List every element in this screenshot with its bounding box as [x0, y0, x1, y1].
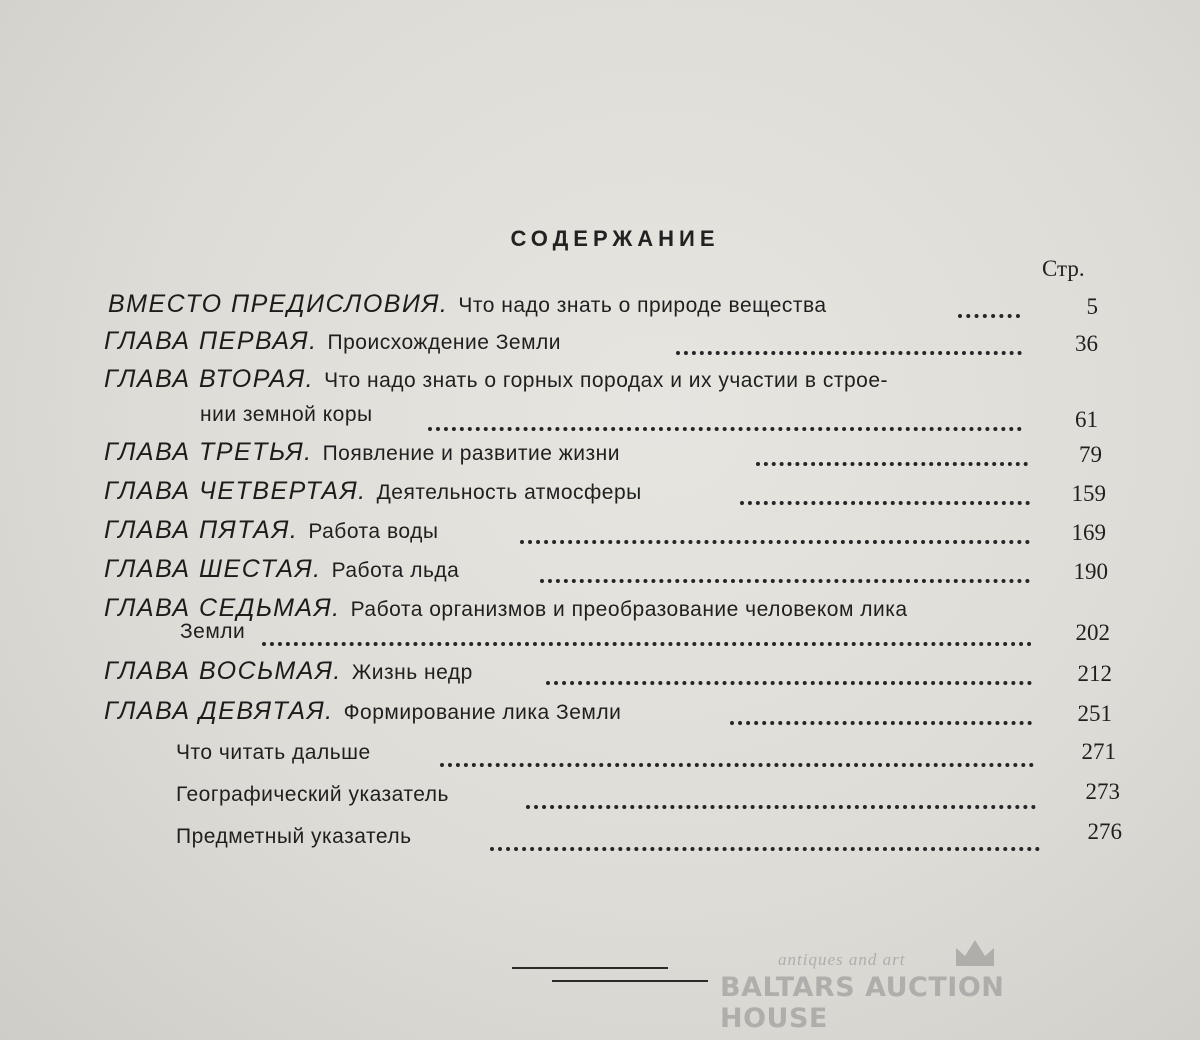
chapter-label: ГЛАВА ВТОРАЯ. — [104, 365, 315, 393]
entry-title-continuation: нии земной коры — [200, 403, 373, 426]
page-number: 190 — [1073, 559, 1108, 584]
chapter-label: ГЛАВА ДЕВЯТАЯ. — [104, 697, 334, 725]
entry-title: Предметный указатель — [176, 825, 412, 848]
entry-title: Что надо знать о горных породах и их участии в строе- — [324, 369, 888, 392]
dot-leader — [676, 351, 1022, 355]
entry-title: Работа организмов и преобразование человеком лика — [350, 598, 908, 621]
dot-leader — [958, 314, 1020, 318]
toc-entry-chapter-6 — [0, 555, 1200, 595]
page-number: 36 — [1075, 331, 1098, 356]
page-number: 273 — [1085, 779, 1120, 804]
dot-leader — [520, 540, 1030, 544]
auction-house-watermark — [720, 950, 1120, 1034]
page-number: 212 — [1077, 661, 1112, 686]
dot-leader — [262, 642, 1032, 646]
entry-title: Происхождение Земли — [327, 331, 562, 354]
toc-entry-geographic-index — [0, 777, 1200, 817]
chapter-label: ГЛАВА ПЕРВАЯ. — [104, 327, 318, 355]
page-number: 159 — [1071, 481, 1106, 506]
dot-leader — [756, 462, 1028, 466]
page-number: 276 — [1087, 819, 1122, 844]
entry-title: Работа воды — [308, 520, 439, 543]
dot-leader — [740, 501, 1030, 505]
toc-entry-chapter-1 — [0, 327, 1200, 367]
chapter-label: ГЛАВА ЧЕТВЕРТАЯ. — [104, 477, 367, 505]
entry-title: Что читать дальше — [176, 741, 371, 764]
chapter-label: ГЛАВА ВОСЬМАЯ. — [104, 657, 342, 685]
closing-rule-top — [512, 967, 668, 969]
toc-entry-subject-index — [0, 817, 1200, 857]
page-number: 169 — [1071, 520, 1106, 545]
chapter-label: ГЛАВА ТРЕТЬЯ. — [104, 438, 313, 466]
toc-entry-chapter-4 — [0, 477, 1200, 517]
page-column-label: Стр. — [1042, 256, 1085, 281]
chapter-label: ГЛАВА ПЯТАЯ. — [104, 516, 299, 544]
dot-leader — [428, 427, 1022, 431]
page-number: 61 — [1075, 407, 1098, 432]
toc-entry-preface — [0, 290, 1200, 330]
closing-rule-bottom — [552, 980, 708, 982]
dot-leader — [540, 579, 1030, 583]
toc-entry-chapter-2 — [0, 365, 1200, 445]
dot-leader — [730, 721, 1032, 725]
dot-leader — [440, 763, 1034, 767]
chapter-label: ГЛАВА ШЕСТАЯ. — [104, 555, 322, 583]
toc-entry-further-reading — [0, 737, 1200, 777]
page-number: 251 — [1077, 701, 1112, 726]
entry-title: Жизнь недр — [351, 661, 473, 684]
entry-title: Что надо знать о природе вещества — [458, 294, 827, 317]
toc-entry-chapter-3 — [0, 438, 1200, 478]
page-number: 202 — [1075, 620, 1110, 645]
entry-title: Формирование лика Земли — [343, 701, 622, 724]
dot-leader — [490, 847, 1040, 851]
toc-entry-chapter-5 — [0, 516, 1200, 556]
entry-title-continuation: Земли — [180, 620, 246, 643]
toc-entry-chapter-8 — [0, 657, 1200, 697]
entry-title: Появление и развитие жизни — [322, 442, 620, 465]
chapter-label: ГЛАВА СЕДЬМАЯ. — [104, 594, 341, 622]
page-number: 271 — [1081, 739, 1116, 764]
watermark-tagline: antiques and art — [778, 950, 906, 969]
toc-heading: СОДЕРЖАНИЕ — [510, 226, 720, 251]
chapter-label: ВМЕСТО ПРЕДИСЛОВИЯ. — [108, 290, 449, 318]
watermark-name: BALTARS AUCTION HOUSE — [720, 972, 1005, 1034]
crown-icon — [952, 936, 998, 970]
dot-leader — [526, 805, 1036, 809]
entry-title: Деятельность атмосферы — [376, 481, 642, 504]
toc-entry-chapter-9 — [0, 697, 1200, 737]
entry-title: Географический указатель — [176, 783, 449, 806]
page-number: 79 — [1079, 442, 1102, 467]
entry-title: Работа льда — [331, 559, 460, 582]
dot-leader — [546, 681, 1032, 685]
page-number: 5 — [1086, 294, 1098, 319]
